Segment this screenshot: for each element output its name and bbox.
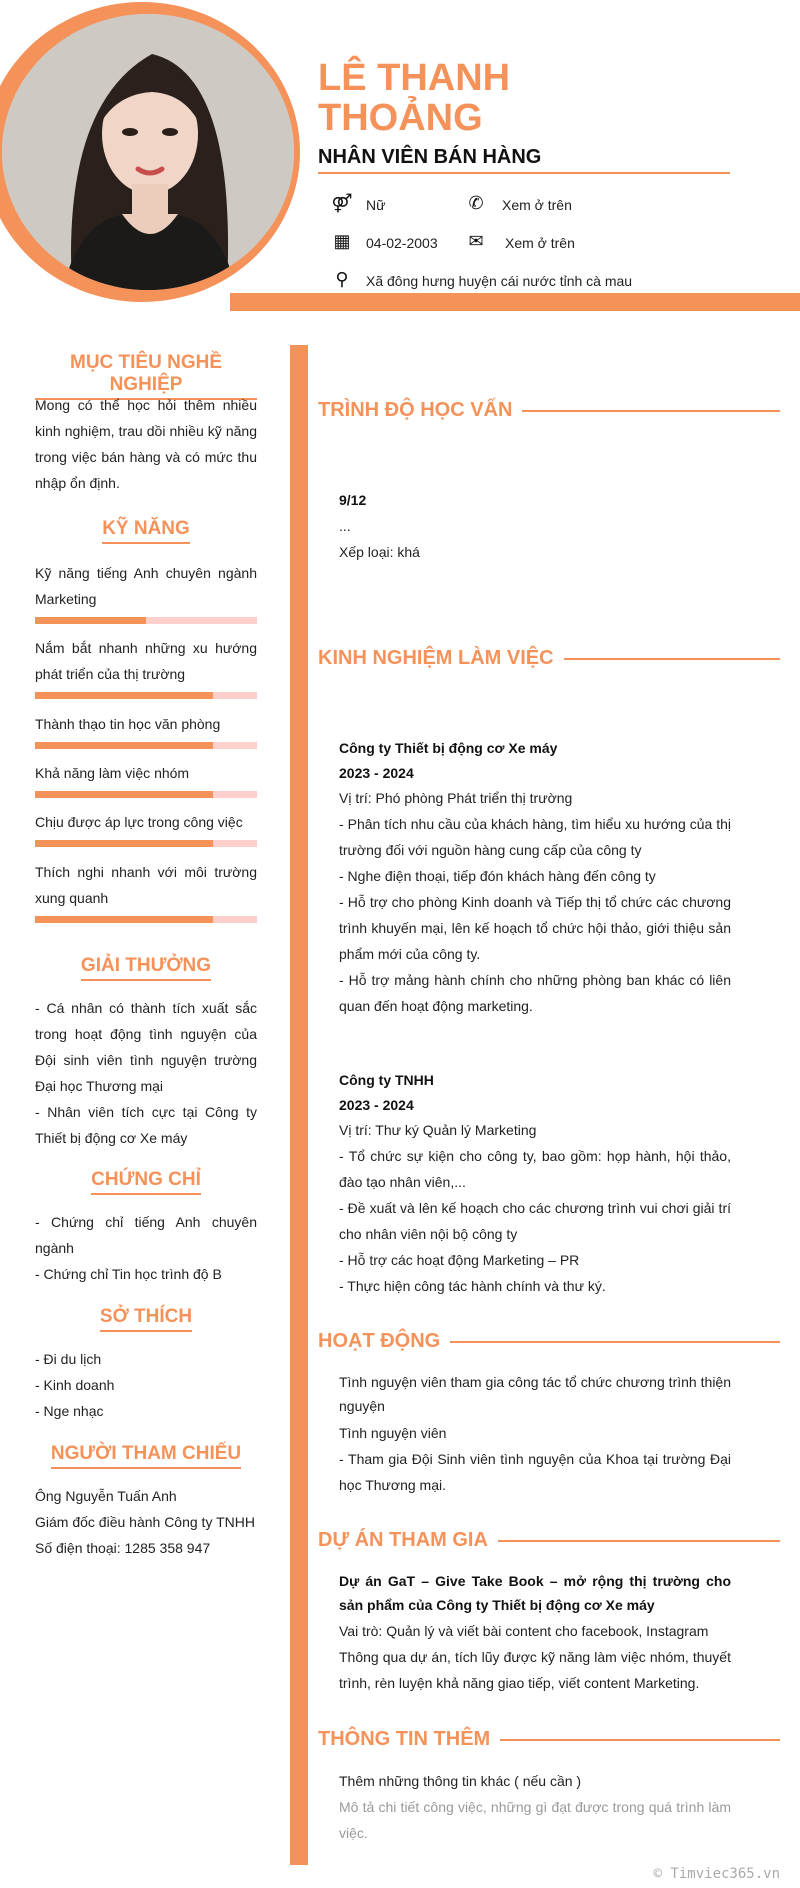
reference-line: Số điện thoại: 1285 358 947: [35, 1540, 211, 1556]
award-item: - Nhân viên tích cực tại Công ty Thiết bị động cơ Xe máy: [35, 1104, 257, 1146]
skill-bar-fill: [35, 692, 213, 699]
job-title: NHÂN VIÊN BÁN HÀNG: [318, 146, 542, 168]
job-title-underline: [318, 172, 730, 174]
birthday-value: 04-02-2003: [366, 235, 438, 251]
activities-heading: HOẠT ĐỘNG: [318, 1330, 780, 1353]
job-line: - Nghe điện thoại, tiếp đón khách hàng đến công ty: [339, 868, 656, 884]
email-value: Xem ở trên: [505, 235, 575, 251]
skill-name: Kỹ năng tiếng Anh chuyên ngành Marketing: [35, 565, 257, 607]
project-name: Dự án GaT – Give Take Book – mở rộng thị trường cho sản phẩm của Công ty Thiết bị động cơ Xe máy: [339, 1573, 731, 1613]
skill-name: Thành thạo tin học văn phòng: [35, 716, 221, 732]
skill-name: Chịu được áp lực trong công việc: [35, 814, 243, 830]
skill-bar-fill: [35, 840, 213, 847]
skill-bar-fill: [35, 791, 213, 798]
education-heading: TRÌNH ĐỘ HỌC VẤN: [318, 399, 780, 422]
skill-bar: [35, 742, 257, 749]
project-role: Vai trò: Quản lý và viết bài content cho facebook, Instagram: [339, 1623, 709, 1639]
skill-name: Khả năng làm việc nhóm: [35, 765, 190, 781]
extra-info-heading: THÔNG TIN THÊM: [318, 1728, 780, 1751]
award-item: - Cá nhân có thành tích xuất sắc trong hoạt động tình nguyện của Đội sinh viên tình nguyện trường Đại học Thương mại: [35, 1000, 257, 1094]
job-company: Công ty Thiết bị động cơ Xe máy: [339, 740, 558, 756]
education-grade: Xếp loại: khá: [339, 544, 420, 560]
project-description: Thông qua dự án, tích lũy được kỹ năng làm việc nhóm, thuyết trình, rèn luyện khả năng giao tiếp, viết content Marketing.: [339, 1649, 731, 1691]
footer-watermark: © Timviec365.vn: [653, 1866, 780, 1882]
extra-info-hint: Mô tả chi tiết công việc, những gì đạt được trong quá trình làm việc.: [339, 1799, 731, 1841]
email-icon: ✉: [468, 231, 484, 251]
job-line: Vị trí: Thư ký Quản lý Marketing: [339, 1122, 537, 1138]
skill-bar: [35, 692, 257, 699]
objective-heading: MỤC TIÊU NGHỀ NGHIỆP: [35, 352, 257, 400]
awards-heading: GIẢI THƯỞNG: [35, 955, 257, 981]
job-line: - Phân tích nhu cầu của khách hàng, tìm hiểu xu hướng của thị trường đối với nguồn hàng cung cấp của công ty: [339, 816, 731, 858]
reference-line: Ông Nguyễn Tuấn Anh: [35, 1488, 177, 1504]
header-accent-bar: [230, 293, 800, 311]
avatar-photo: [2, 14, 294, 290]
certificate-item: - Chứng chỉ Tin học trình độ B: [35, 1266, 222, 1282]
job-line: - Hỗ trợ cho phòng Kinh doanh và Tiếp thị tổ chức các chương trình khuyến mại, lên kế hoạch tổ chức hội thảo, giới thiệu sản phẩm mới của công ty.: [339, 894, 731, 962]
activity-line: - Tham gia Đội Sinh viên tình nguyện của Khoa tại trường Đại học Thương mại.: [339, 1451, 731, 1493]
job-period: 2023 - 2024: [339, 765, 414, 781]
job-line: - Tổ chức sự kiện cho công ty, bao gồm: họp hành, hội thảo, đào tạo nhân viên,...: [339, 1148, 731, 1190]
skill-name: Nắm bắt nhanh những xu hướng phát triển của thị trường: [35, 640, 257, 682]
activity-line: Tình nguyện viên tham gia công tác tổ chức chương trình thiện nguyện: [339, 1374, 731, 1414]
candidate-name: LÊ THANH THOẢNG: [318, 57, 511, 139]
education-school: ...: [339, 518, 351, 534]
job-line: - Hỗ trợ các hoạt động Marketing – PR: [339, 1252, 580, 1268]
job-company: Công ty TNHH: [339, 1072, 434, 1088]
skill-bar: [35, 840, 257, 847]
phone-value: Xem ở trên: [502, 197, 572, 213]
hobbies-heading: SỞ THÍCH: [35, 1306, 257, 1332]
certificate-item: - Chứng chỉ tiếng Anh chuyên ngành: [35, 1214, 257, 1256]
skill-name: Thích nghi nhanh với môi trường xung quanh: [35, 864, 257, 906]
activity-line: Tình nguyện viên: [339, 1425, 447, 1441]
hobby-item: - Kinh doanh: [35, 1377, 115, 1393]
job-line: - Hỗ trợ mảng hành chính cho những phòng ban khác có liên quan đến hoạt động marketing.: [339, 972, 731, 1014]
job-line: Vị trí: Phó phòng Phát triển thị trường: [339, 790, 573, 806]
skill-bar-fill: [35, 916, 213, 923]
experience-heading: KINH NGHIỆM LÀM VIỆC: [318, 647, 780, 670]
skills-heading: KỸ NĂNG: [35, 518, 257, 544]
phone-icon: ✆: [468, 193, 484, 213]
job-line: - Thực hiện công tác hành chính và thư ký.: [339, 1278, 606, 1294]
job-period: 2023 - 2024: [339, 1097, 414, 1113]
gender-value: Nữ: [366, 197, 386, 213]
hobby-item: - Nge nhạc: [35, 1403, 104, 1419]
column-divider: [290, 345, 308, 1865]
location-pin-icon: ⚲: [335, 269, 349, 289]
hobby-item: - Đi du lịch: [35, 1351, 102, 1367]
skill-bar: [35, 916, 257, 923]
skill-bar-fill: [35, 617, 146, 624]
job-line: - Đề xuất và lên kế hoạch cho các chương trình vui chơi giải trí cho nhân viên nội bộ công ty: [339, 1200, 731, 1242]
calendar-icon: ▦: [333, 231, 351, 251]
certificates-heading: CHỨNG CHỈ: [35, 1169, 257, 1195]
address-value: Xã đông hưng huyện cái nước tỉnh cà mau: [366, 273, 633, 289]
reference-line: Giám đốc điều hành Công ty TNHH: [35, 1514, 255, 1530]
reference-heading: NGƯỜI THAM CHIẾU: [35, 1443, 257, 1469]
skill-bar-fill: [35, 742, 213, 749]
projects-heading: DỰ ÁN THAM GIA: [318, 1529, 780, 1552]
skill-bar: [35, 617, 257, 624]
education-period: 9/12: [339, 492, 367, 508]
skill-bar: [35, 791, 257, 798]
extra-info-line: Thêm những thông tin khác ( nếu cần ): [339, 1773, 582, 1789]
objective-text: Mong có thể học hỏi thêm nhiều kinh nghiệm, trau dồi nhiều kỹ năng trong việc bán hàng và có mức thu nhập ổn định.: [35, 397, 257, 491]
gender-icon: ⚤: [331, 193, 353, 213]
